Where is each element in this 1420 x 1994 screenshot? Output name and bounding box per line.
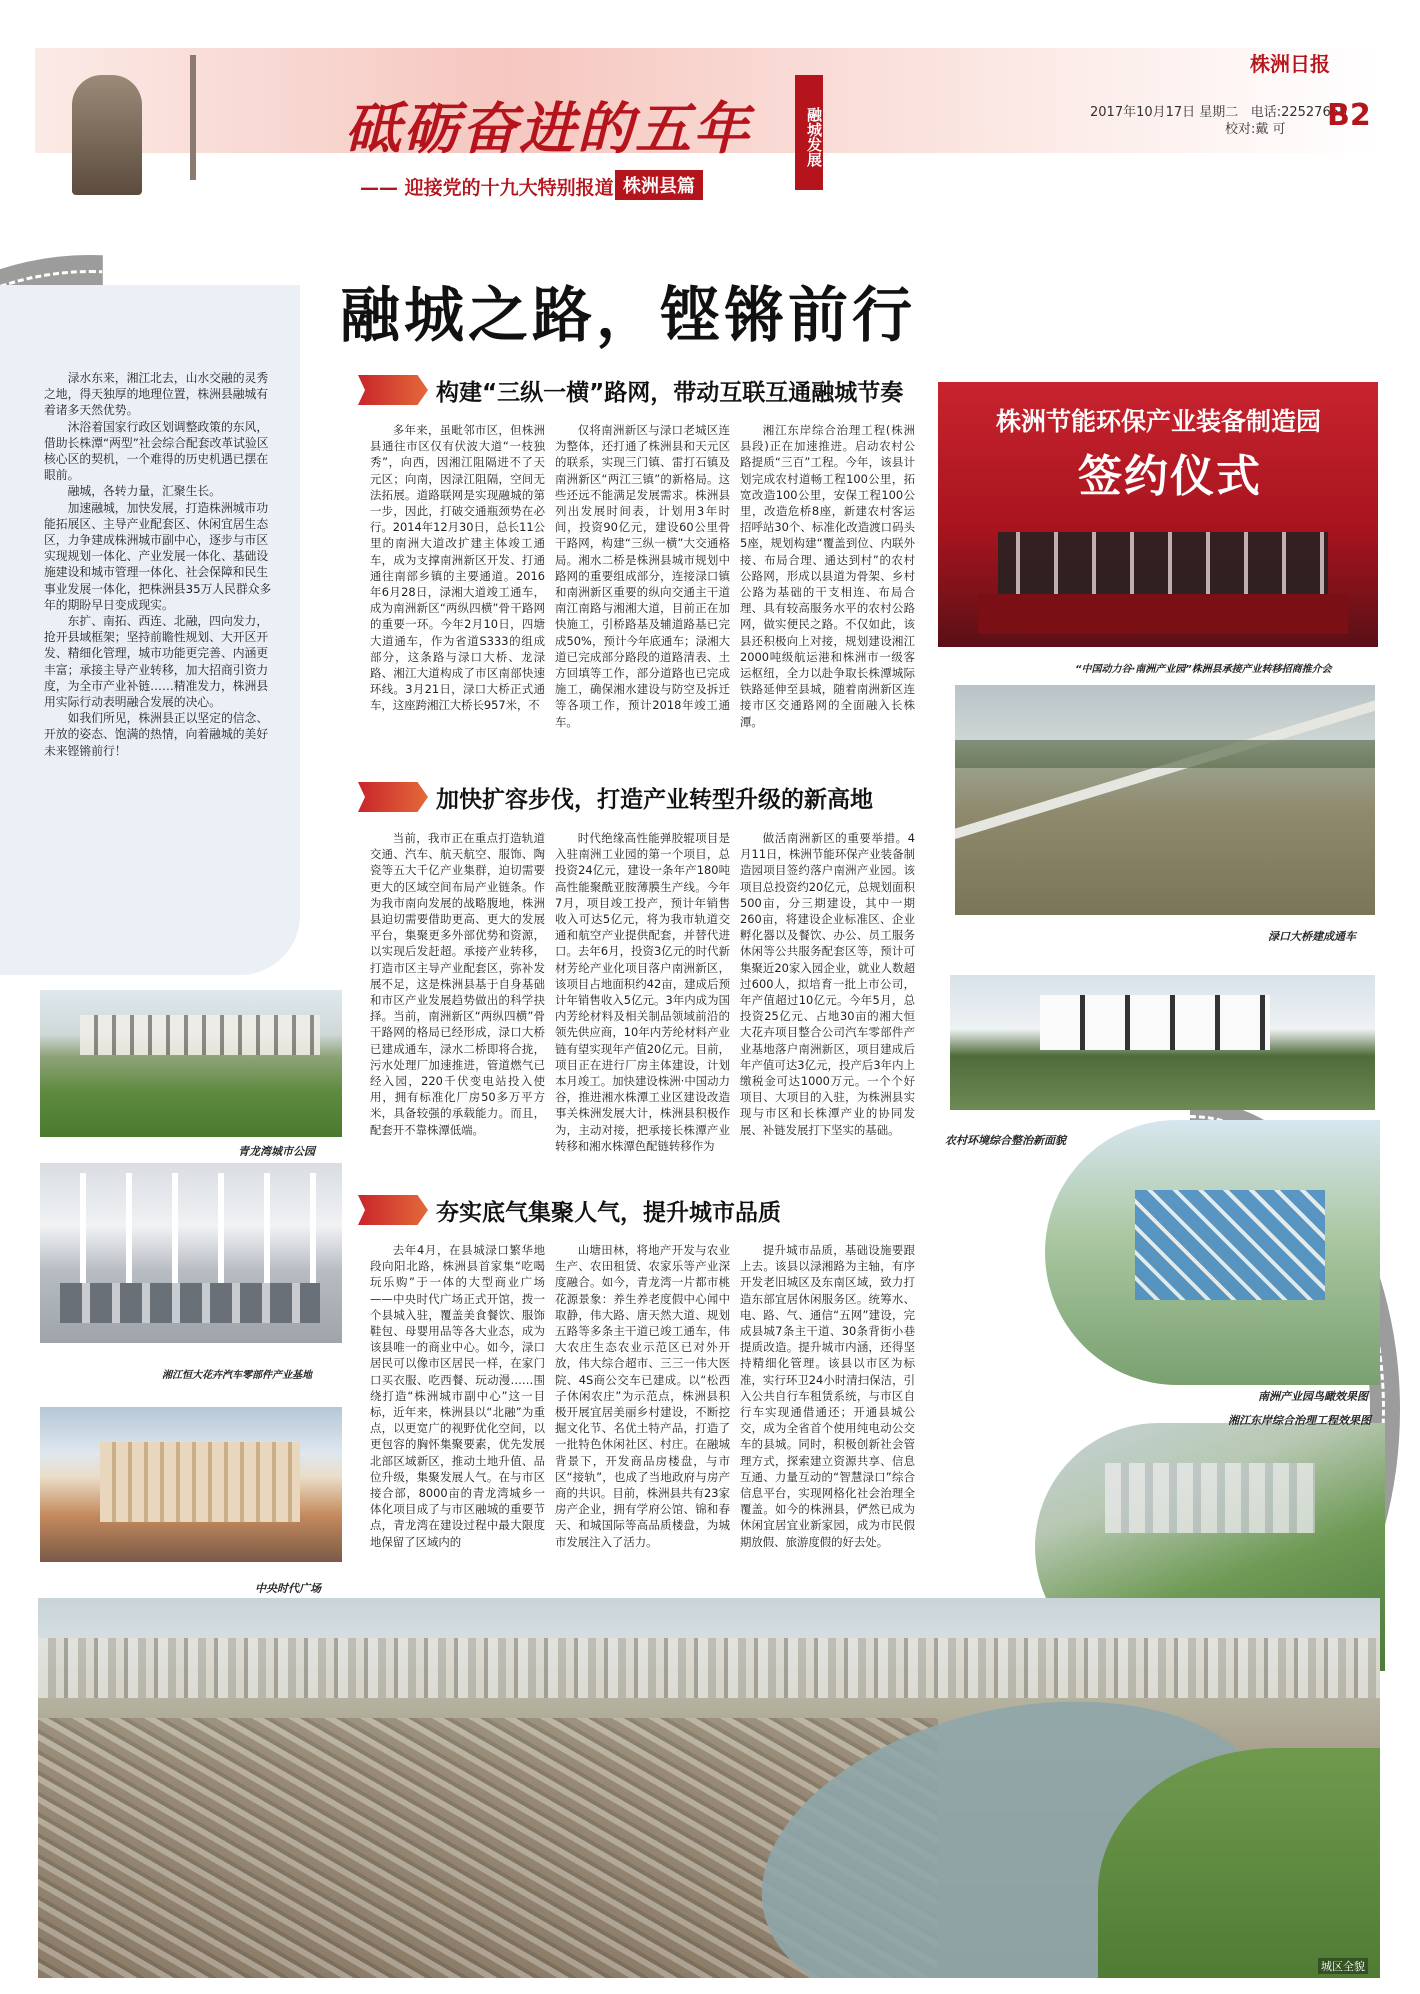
attendees-row <box>998 532 1328 602</box>
skyline <box>38 1638 1380 1698</box>
industrial-park-photo <box>1045 1120 1380 1385</box>
section-a-heading <box>358 368 903 412</box>
qinglongwan-photo <box>40 990 342 1137</box>
village-photo <box>950 975 1375 1110</box>
intro-paragraph: 沐浴着国家行政区划调整政策的东风，借助长株潭“两型”社会综合配套改革试验区核心区的契机，一个难得的历史机遇已摆在眼前。 <box>44 419 269 483</box>
factory-roofs <box>1135 1190 1325 1300</box>
section-b-col-1 <box>370 830 545 1155</box>
signing-ceremony-photo <box>938 382 1378 647</box>
section-c-col-2 <box>555 1242 730 1605</box>
phone: 电话:22527655 <box>1250 105 1348 120</box>
paragraph: 做活南洲新区的重要举措。4月11日，株洲节能环保产业装备制造园项目签约落户南洲产业园。该项目总投资约20亿元，总规划面积500亩，分三期建设，其中一期260亩，将建设企业标准区、企业孵化器以及餐饮、办公、员工服务休闲等公共服务配套区等，预计可集聚近20家入园企业，就业人数超过600人，拟培育一批上市公司，年产值超过10亿元。今年5月，总投资25亿元、占地30亩的湘大恒大花卉项目整合公司汽车零部件产业基地落户南洲新区，项目建成后年产值可达3亿元，投产后3年内上缴税金可达1000万元。一个个好项目、大项目的入驻，为株洲县实现与市区和长株潭产业的协同发展、补链发展打下坚实的基础。 <box>740 831 915 1137</box>
banner-line-1: 株洲节能环保产业装备制造园 <box>996 407 1322 436</box>
intro-paragraph: 东扩、南拓、西连、北融，四向发力，抢开县域框架；坚持前瞻性规划、大开区开发、精细化管理，城市功能更完善、内涵更丰富；承接主导产业转移，加大招商引资力度，为全市产业补链……精准发力，株洲县用实际行动表明融合发展的决心。 <box>44 614 269 710</box>
arrow-icon <box>358 1195 428 1225</box>
paragraph: 提升城市品质，基础设施要跟上去。该县以渌湘路为主轴，有序开发老旧城区及东南区域，致力打造东部宜居休闲服务区。统筹水、电、路、气、通信“五网”建设，完成县城7条主干道、30条背街小巷提质改造。提升城市内涵，还得坚持精细化管理。该县以市区为标准，实行环卫24小时清扫保洁，引入公共自行车租赁系统，与市区自行车实现通借通还；开通县城公交，成为全省首个使用纯电动公交车的县城。同时，积极创新社会管理方式，探索建立资源共享、信息互通、力量互动的“智慧渌口”综合信息平台，实现网格化社会治理全覆盖。如今的株洲县，俨然已成为休闲宜居宜业新家园，成为市民假期放假、旅游度假的好去处。 <box>740 1243 915 1549</box>
section-b-heading <box>358 775 873 819</box>
qinglongwan-houses <box>80 1015 320 1055</box>
main-title: 融城之路，铿锵前行 <box>340 281 916 351</box>
riverside-caption: 湘江东岸综合治理工程效果图 <box>1228 1414 1371 1427</box>
section-c-col-1 <box>370 1242 545 1605</box>
banner-line-2: 签约仪式 <box>1078 451 1262 502</box>
factory-machines <box>60 1283 320 1323</box>
arrow-icon <box>358 782 428 812</box>
riverside-buildings <box>1105 1463 1315 1533</box>
paragraph: 湘江东岸综合治理工程(株洲县段)正在加速推进。启动农村公路提质“三百”工程。今年，该县计划完成农村道畅工程100公里，拓宽改造100公里，安保工程100公里，改造危桥8座，新建农村客运招呼站30个、标准化改造渡口码头5座，规划构建“覆盖到位、内联外接、布局合理、通达到村”的农村公路网，形成以县道为骨架、乡村公路为基础的干支相连、布局合理、具有较高服务水平的农村公路网，做实便民之路。不仅如此，该县还积极向上对接，规划建设湘江2000吨级航运港和株洲市一级客运枢纽，全力以赴争取长株潭城际铁路延伸至县城，随着南洲新区连接市区交通路网的全面融入长株潭。 <box>740 423 915 729</box>
plaza-caption: 中央时代广场 <box>255 1582 321 1595</box>
paragraph: 山塘田林，将地产开发与农业生产、农田租赁、农家乐等产业深度融合。如今，青龙湾一片都市桃花源景象：养生养老度假中心闻中取静，伟大路、唐天然大道、规划五路等多条主干道已竣工通车，伟大农庄生态农业示范区已对外开放，伟大综合超市、三三一伟大医院、4S商公交车已建成。以“松西子休闲农庄”为示范点，株洲县积极开展宜居美丽乡村建设，不断挖掘文化节、名优土特产品，打造了一批特色休闲社区、村庄。在融城背景下，开发商品房楼盘，与市区“接轨”，也成了当地政府与房产商的共识。目前，株洲县共有23家房产企业，拥有学府公馆、锦和春天、和城国际等高品质楼盘，为城市发展注入了活力。 <box>555 1243 730 1549</box>
intro-paragraph: 渌水东来，湘江北去，山水交融的灵秀之地，得天独厚的地理位置，株洲县融城有着诸多天然优势。 <box>44 371 269 418</box>
header-meta <box>1090 101 1347 120</box>
signing-caption: “中国动力谷·南洲产业园”株洲县承接产业转移招商推介会 <box>1075 664 1332 675</box>
page-number: B2 <box>1327 98 1371 133</box>
section-a-col-2 <box>555 422 730 744</box>
series-title: 砥砺奋进的五年 <box>345 96 751 162</box>
factory-caption: 湘江恒大花卉汽车零部件产业基地 <box>162 1370 312 1381</box>
proofreader: 校对:戴 可 <box>1225 122 1286 137</box>
qinglongwan-caption: 青龙湾城市公园 <box>238 1145 315 1158</box>
section-title: 构建“三纵一横”路网，带动互联互通融城节奏 <box>436 379 904 406</box>
paper-name: 株洲日报 <box>1250 52 1330 76</box>
paragraph: 时代绝缘高性能弹胶辊项目是入驻南洲工业园的第一个项目，总投资24亿元，建设一条年产180吨高性能聚酰亚胺薄膜生产线。今年7月，项目竣工投产，预计年销售收入可达5亿元，将为我市轨道交通和航空产业提供配套，并替代进口。去年6月，投资3亿元的时代新材芳纶产业化项目落户南洲新区，该项目占地面积约42亩，建成后预计年销售收入5亿元。3年内成为国内芳纶材料及相关制品领域前沿的领先供应商，10年内芳纶材料产业链有望实现年产值20亿元。目前，项目正在进行厂房主体建设，计划本月竣工。加快建设株洲·中国动力谷，推进湘水株潭工业区建设改造事关株洲发展大计，株洲县积极作为，主动对接，把承接长株潭产业转移和湘水株潭色配链转移作为 <box>555 831 730 1153</box>
paragraph: 仅将南洲新区与渌口老城区连为整体，还打通了株洲县和天元区的联系，实现三门镇、雷打石镇及南洲新区“两江三镇”的新格局。这些还远不能满足发展需求。株洲县列出发展时间表，计划用3年时间，投资90亿元，建设60公里骨干路网，构建“三纵一横”大交通格局。湘水二桥是株洲县城市规划中路网的重要组成部分，连接渌口镇和南洲新区重要的纵向交通主干道南江南路与湘湘大道，目前正在加快施工，引桥路基及辅道路基已完成50%，预计今年底通车；渌湘大道已完成部分路段的道路清表、土方回填等工作，部分道路也已完成施工，确保湘水建设与防空及拆迁等各项工作，预计2018年竣工通车。 <box>555 423 730 729</box>
paragraph: 去年4月，在县城渌口繁华地段向阳北路，株洲县首家集“吃喝玩乐购”于一体的大型商业广场——中央时代广场正式开馆，拨一个县城入驻，覆盖美食餐饮、服饰鞋包、母婴用品等各大业态，成为该县唯一的商业中心。如今，渌口居民可以像市区居民一样，在家门口买衣服、吃西餐、玩动漫……围绕打造“株洲城市副中心”这一目标，近年来，株洲县以“北融”为重点，以更宽广的视野优化空间，以更包容的胸怀集聚要素，优先发展北部区域新区，推动土地升值、品位升级，集聚发展人气。在与市区接合部，8000亩的青龙湾城乡一体化项目成了与市区融城的重要节点，青龙湾在建设过程中最大限度地保留了区域内的 <box>370 1243 545 1549</box>
section-b-col-2 <box>555 830 730 1155</box>
signing-table <box>978 594 1348 634</box>
bridge-caption: 渌口大桥建成通车 <box>1268 930 1356 943</box>
section-a-col-1 <box>370 422 545 744</box>
intro-text <box>44 370 274 759</box>
factory-columns <box>40 1173 342 1283</box>
section-c-col-3 <box>740 1242 915 1605</box>
factory-photo <box>40 1163 342 1343</box>
bridge-deck <box>955 698 1375 845</box>
panorama-caption: 城区全貌 <box>1318 1958 1368 1974</box>
bridge-photo <box>955 685 1375 915</box>
far-shore <box>955 740 1375 768</box>
series-subtitle: —— 迎接党的十九大特别报道 <box>360 177 614 199</box>
panorama-photo <box>38 1598 1380 1978</box>
section-title: 夯实底气集聚人气，提升城市品质 <box>436 1199 781 1226</box>
statue-illustration <box>72 75 142 195</box>
intro-paragraph: 融城，各转力量，汇聚生长。 <box>67 484 221 499</box>
section-badge: 融城发展 <box>795 75 823 190</box>
section-a-col-3 <box>740 422 915 744</box>
section-title: 加快扩容步伐，打造产业转型升级的新高地 <box>436 786 873 813</box>
section-c-heading <box>358 1188 781 1232</box>
paragraph: 多年来，虽毗邻市区，但株洲县通往市区仅有伏波大道“一枝独秀”，向西，因湘江阻隔进不了天元区；向南，因渌江阻隔，空间无法拓展。道路联网是实现融城的第一步，因此，打破交通瓶颈势在必行。2014年12月30日，总长11公里的南洲大道改扩建主体竣工通车，成为支撑南洲新区开发、打通通往南部乡镇的主要通道。2016年6月28日，渌湘大道竣工通车，成为南洲新区“两纵四横”骨干路网的重要一环。今年2月10日，四塘大道通车，作为省道S333的组成部分，这条路与渌口大桥、龙渌路、湘江大道构成了市区南部快速环线。3月21日，渌口大桥正式通车，这座跨湘江大桥长957米，不 <box>370 423 545 713</box>
tower-illustration <box>190 55 196 180</box>
plaza-building <box>100 1442 300 1522</box>
plaza-photo <box>40 1407 342 1562</box>
paragraph: 当前，我市正在重点打造轨道交通、汽车、航天航空、服饰、陶瓷等五大千亿产业集群，迫切需要更大的区域空间布局产业链条。作为我市南向发展的战略腹地，株洲县迫切需要借助更高、更大的发展平台，集聚更多外部优势和资源，以实现后发赶超。承接产业转移，打造市区主导产业配套区，弥补发展不足，这是株洲县基于自身基础和市区产业发展趋势做出的科学抉择。当前，南洲新区“两纵四横”骨干路网的格局已经形成，渌口大桥已建成通车，渌水二桥即将合拢，污水处理厂加速推进，管道燃气已经入园，220千伏变电站投入使用，拥有标准化厂房50多万平方米，具备较强的承载能力。而且，配套开不靠株潭低端。 <box>370 831 545 1137</box>
intro-paragraph: 如我们所见，株洲县正以坚定的信念、开放的姿态、饱满的热情，向着融城的美好未来铿锵前行！ <box>44 711 269 758</box>
issue-date: 2017年10月17日 星期二 <box>1090 105 1239 120</box>
county-tag: 株洲县篇 <box>615 170 703 200</box>
village-caption: 农村环境综合整治新面貌 <box>945 1134 1066 1147</box>
industrial-park-caption: 南洲产业园鸟瞰效果图 <box>1258 1390 1368 1403</box>
arrow-icon <box>358 375 428 405</box>
intro-paragraph: 加速融城，加快发展，打造株洲城市功能拓展区、主导产业配套区、休闲宜居生态区，力争建成株洲城市副中心，逐步与市区实现规划一体化、产业发展一体化、基础设施建设和城市管理一体化、社会保障和民生事业发展一体化，把株洲县35万人民群众多年的期盼早日变成现实。 <box>44 500 272 612</box>
village-houses <box>1040 995 1270 1050</box>
section-b-col-3 <box>740 830 915 1155</box>
